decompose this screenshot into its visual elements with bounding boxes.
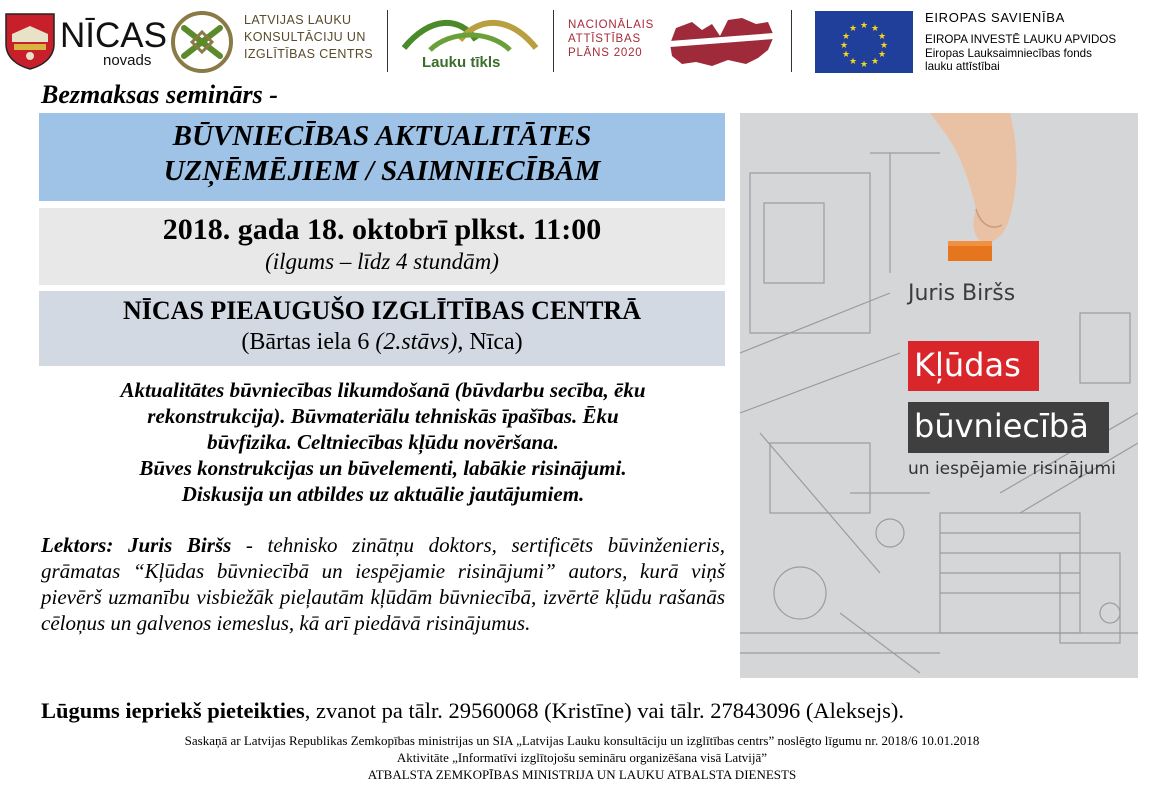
nica-wordmark: NĪCAS [60, 16, 167, 55]
registration-phones: , zvanot pa tālr. 29560068 (Kristīne) vai tālr. 27843096 (Aleksejs). [304, 698, 905, 723]
venue-box [39, 291, 725, 366]
llkc-line: IZGLĪTĪBAS CENTRS [244, 47, 374, 61]
llkc-line: KONSULTĀCIJU UN [244, 30, 366, 44]
free-seminar-heading: Bezmaksas seminārs - [41, 80, 278, 109]
llkc-logo-icon [170, 10, 234, 74]
nap-line: PLĀNS 2020 [568, 47, 643, 59]
latvia-map-icon [668, 14, 776, 70]
lecturer-paragraph [41, 532, 725, 636]
book-subtitle: un iespējamie risinājumi [908, 459, 1116, 479]
header-divider [387, 10, 388, 72]
footer-activity: Aktivitāte „Informatīvi izglītojošu semināru organizēšana visā Latvijā” [396, 750, 768, 765]
seminar-title-box [39, 113, 725, 201]
book-cover-image [740, 113, 1138, 678]
llkc-line: LATVIJAS LAUKU [244, 13, 352, 27]
nap-2020-text [568, 18, 663, 60]
header-divider [553, 10, 554, 72]
svg-text:★: ★ [870, 24, 880, 34]
eu-fund-text [925, 33, 1155, 74]
eu-line: EIROPA INVESTĒ LAUKU APVIDOS [925, 33, 1117, 46]
svg-text:★: ★ [877, 50, 887, 60]
description-line: rekonstrukcija). Būvmateriālu tehniskās īpašības. Ēku [147, 404, 619, 428]
svg-text:★: ★ [877, 32, 887, 42]
footer-support: ATBALSTA ZEMKOPĪBAS MINISTRIJA UN LAUKU ATBALSTA DIENESTS [367, 767, 797, 782]
nica-coat-of-arms-icon [4, 12, 56, 70]
description-line: būvfizika. Celtniecības kļūdu novēršana. [207, 430, 559, 454]
llkc-logo-text [244, 12, 384, 63]
eu-line: lauku attīstībai [925, 60, 1000, 73]
book-title-red: Kļūdas [908, 341, 1039, 391]
address-floor: (2.stāvs) [375, 329, 458, 355]
footer-agreement: Saskaņā ar Latvijas Republikas Zemkopības ministrijas un SIA „Latvijas Lauku konsultāciju un izglītības centrs” noslēgto līgumu nr. 2018/6 10.01.2018 [184, 733, 980, 748]
book-title-dark: būvniecībā [908, 402, 1109, 453]
nica-logo [4, 10, 167, 72]
book-author: Juris Biršs [908, 281, 1016, 306]
date-box [39, 208, 725, 285]
venue-address [39, 327, 725, 357]
eu-flag-icon [815, 11, 913, 73]
address-part: , Nīca) [457, 329, 523, 355]
seminar-duration: (ilgums – līdz 4 stundām) [265, 249, 499, 274]
address-part: (Bārtas iela 6 [241, 329, 376, 355]
svg-text:★: ★ [848, 24, 858, 34]
lauku-tikls-label: Lauku tīkls [422, 54, 501, 71]
description-line: Būves konstrukcijas un būvelementi, labākie risinājumi. [139, 456, 627, 480]
eu-title: EIROPAS SAVIENĪBA [925, 10, 1066, 25]
venue-name: NĪCAS PIEAUGUŠO IZGLĪTĪBAS CENTRĀ [123, 296, 641, 325]
lecturer-bio: - tehnisko zinātņu doktors, sertificēts būvinženieris, grāmatas “Kļūdas būvniecībā un iespējamie risinājumi” autors, kurā viņš pievērš uzmanību visbiežāk pieļautām kļūdām būvniecībā, izvērtē kļūdu rašanās cēloņus un galvenos iemeslus, kā arī piedāvā risinājumus. [41, 533, 725, 635]
svg-text:★: ★ [841, 50, 851, 60]
svg-text:★: ★ [848, 57, 858, 67]
eu-line: Eiropas Lauksaimniecības fonds [925, 46, 1092, 60]
lecturer-label: Lektors: Juris Biršs [41, 533, 232, 557]
seminar-description [41, 377, 725, 507]
svg-text:★: ★ [841, 32, 851, 42]
svg-text:★: ★ [859, 21, 869, 31]
nica-subtitle: novads [103, 52, 152, 69]
nap-line: NACIONĀLAIS [568, 19, 655, 31]
registration-line [41, 697, 1141, 725]
registration-bold: Lūgums iepriekš pieteikties [41, 698, 305, 723]
seminar-date: 2018. gada 18. oktobrī plkst. 11:00 [162, 213, 602, 246]
seminar-title-line: BŪVNIECĪBAS AKTUALITĀTES [172, 120, 592, 152]
svg-text:★: ★ [839, 41, 849, 51]
svg-text:★: ★ [859, 60, 869, 70]
lauku-tikls-hills-icon [400, 10, 540, 54]
header-divider [791, 10, 792, 72]
seminar-title-line: UZŅĒMĒJIEM / SAIMNIECĪBĀM [163, 155, 601, 187]
nap-line: ATTĪSTĪBAS [568, 33, 641, 45]
lauku-tikls-logo [400, 10, 540, 74]
svg-text:★: ★ [870, 57, 880, 67]
description-line: Diskusija un atbildes uz aktuālie jautājumiem. [181, 482, 585, 506]
description-line: Aktualitātes būvniecības likumdošanā (būvdarbu secība, ēku [120, 378, 646, 402]
blueprint-drawing-icon [740, 113, 1138, 678]
svg-text:★: ★ [879, 41, 889, 51]
